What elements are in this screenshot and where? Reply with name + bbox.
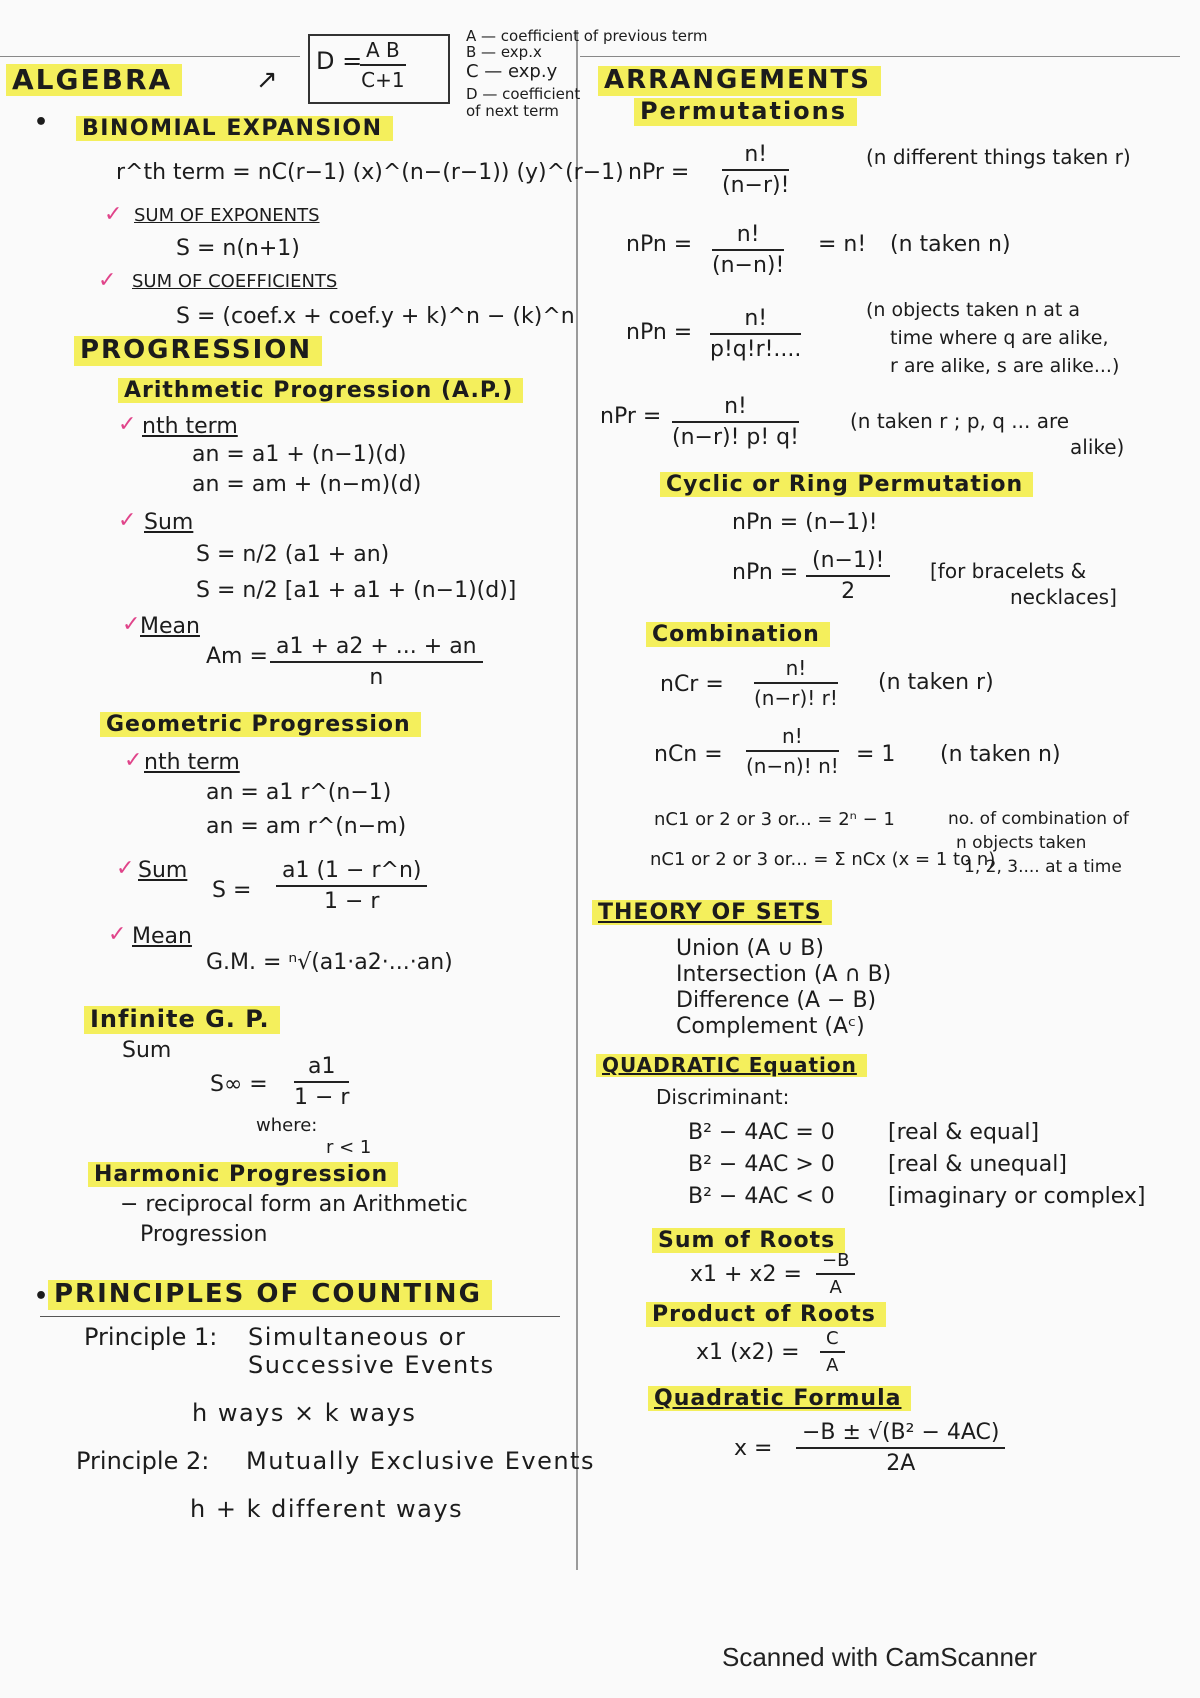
quadratic-title: QUADRATIC Equation	[596, 1054, 867, 1077]
perm-3-den: p!q!r!....	[710, 337, 802, 362]
arrangements-title: ARRANGEMENTS	[598, 66, 881, 96]
legend-line-3: C — exp.y	[466, 61, 558, 82]
perm-4-note-1: (n taken r ; p, q ... are	[850, 409, 1070, 433]
perm-2-den: (n−n)!	[712, 253, 785, 278]
cyclic-formula-2-num: (n−1)!	[806, 548, 890, 577]
check-icon: ✓	[98, 268, 117, 293]
counting-title: PRINCIPLES OF COUNTING	[48, 1280, 492, 1310]
bullet: •	[34, 110, 49, 135]
gp-nth-formula-1: an = a1 r^(n−1)	[206, 780, 392, 805]
ap-mean-title: Mean	[140, 614, 200, 639]
infinite-sum-den: 1 − r	[294, 1085, 350, 1110]
check-icon: ✓	[116, 856, 135, 881]
disc-2-note: [real & unequal]	[888, 1152, 1067, 1177]
sum-coefficients-formula: S = (coef.x + coef.y + k)^n − (k)^n	[176, 304, 575, 329]
harmonic-desc-2: Progression	[140, 1222, 268, 1247]
comb-note-2: n objects taken	[956, 833, 1087, 853]
sets-union: Union (A ∪ B)	[676, 936, 824, 961]
combination-title: Combination	[646, 622, 830, 647]
infinite-sum-lhs: S∞ =	[210, 1072, 268, 1097]
comb-2-rhs: = 1	[856, 742, 896, 767]
infinite-sum-num: a1	[294, 1054, 349, 1083]
perm-1-frac	[722, 142, 789, 198]
principle-1-label: Principle 1:	[84, 1323, 218, 1351]
gp-mean-formula: G.M. = ⁿ√(a1·a2·...·an)	[206, 950, 453, 975]
disc-1-note: [real & equal]	[888, 1120, 1040, 1145]
infinite-sum-frac	[294, 1054, 349, 1110]
quadratic-formula-title: Quadratic Formula	[648, 1386, 911, 1411]
rth-term-formula: r^th term = nC(r−1) (x)^(n−(r−1)) (y)^(r−1)	[116, 160, 624, 185]
principle-2-label: Principle 2:	[76, 1447, 210, 1475]
ap-nth-title: nth term	[142, 414, 238, 439]
check-icon: ✓	[108, 922, 127, 947]
gp-sum-lhs: S =	[212, 878, 252, 903]
comb-note-3: 1, 2, 3.... at a time	[964, 857, 1122, 877]
cyclic-note-2: necklaces]	[1010, 585, 1117, 609]
product-roots-frac	[820, 1328, 845, 1376]
comb-1-num: n!	[754, 656, 838, 684]
comb-2-lhs: nCn =	[654, 742, 723, 767]
perm-4-frac	[672, 394, 799, 450]
scanner-watermark: Scanned with CamScanner	[722, 1642, 1038, 1672]
comb-2-note: (n taken n)	[940, 742, 1061, 767]
perm-2-rhs: = n!	[818, 232, 867, 257]
perm-1-lhs: nPr =	[628, 160, 690, 185]
quadratic-formula-num: −B ± √(B² − 4AC)	[796, 1420, 1005, 1449]
check-icon: ✓	[104, 202, 123, 227]
ap-sum-formula-2: S = n/2 [a1 + a1 + (n−1)(d)]	[196, 578, 517, 603]
sets-title: THEORY OF SETS	[592, 900, 832, 925]
cyclic-formula-2-lhs: nPn =	[732, 560, 799, 585]
gp-sum-num: a1 (1 − r^n)	[276, 858, 427, 887]
infinite-gp-title: Infinite G. P.	[84, 1006, 280, 1034]
sum-roots-num: −B	[816, 1250, 855, 1275]
perm-1-den: (n−r)!	[722, 173, 790, 198]
perm-3-frac	[710, 306, 801, 362]
check-icon: ✓	[122, 612, 141, 637]
ap-mean-num: a1 + a2 + ... + an	[270, 634, 483, 663]
perm-3-note-1: (n objects taken n at a	[866, 299, 1081, 321]
sum-exponents-title: SUM OF EXPONENTS	[134, 205, 320, 226]
check-icon: ✓	[118, 508, 137, 533]
legend-line-1: A — coefficient of previous term	[466, 27, 708, 45]
comb-note-1: no. of combination of	[948, 809, 1129, 829]
comb-1-note: (n taken r)	[878, 670, 994, 695]
gp-sum-title: Sum	[138, 858, 188, 883]
perm-2-frac	[712, 222, 784, 278]
perm-4-note-2: alike)	[1070, 435, 1125, 459]
sum-roots-lhs: x1 + x2 =	[690, 1262, 802, 1287]
perm-1-note: (n different things taken r)	[866, 145, 1131, 169]
gp-nth-formula-2: an = am r^(n−m)	[206, 814, 407, 839]
quadratic-formula-lhs: x =	[734, 1436, 773, 1461]
principle-1-formula: h ways × k ways	[192, 1399, 417, 1427]
disc-2-expr: B² − 4AC > 0	[688, 1152, 835, 1177]
perm-3-note-2: time where q are alike,	[890, 327, 1109, 349]
binomial-title: BINOMIAL EXPANSION	[76, 116, 393, 141]
column-divider	[576, 30, 578, 1570]
perm-2-lhs: nPn =	[626, 232, 693, 257]
perm-4-lhs: nPr =	[600, 404, 662, 429]
arrow-icon: ↗	[256, 65, 278, 95]
perm-3-num: n!	[710, 306, 801, 335]
perm-2-note: (n taken n)	[890, 232, 1011, 257]
sum-roots-title: Sum of Roots	[652, 1228, 845, 1253]
top-rule	[0, 56, 300, 57]
infinite-where: where:	[256, 1115, 318, 1136]
ap-title: Arithmetic Progression (A.P.)	[118, 378, 523, 403]
legend-line-2: B — exp.x	[466, 43, 542, 61]
ap-sum-formula-1: S = n/2 (a1 + an)	[196, 542, 390, 567]
quadratic-formula-frac	[796, 1420, 1005, 1476]
quadratic-formula-den: 2A	[886, 1451, 916, 1476]
progression-title: PROGRESSION	[74, 336, 322, 366]
harmonic-desc-1: − reciprocal form an Arithmetic	[120, 1192, 468, 1217]
perm-2-num: n!	[712, 222, 784, 251]
permutations-title: Permutations	[634, 98, 857, 126]
infinite-condition: r < 1	[326, 1137, 372, 1158]
d-formula-lhs: D =	[316, 47, 363, 75]
comb-2-den: (n−n)! n!	[746, 754, 839, 778]
disc-1-expr: B² − 4AC = 0	[688, 1120, 835, 1145]
cyclic-formula-1: nPn = (n−1)!	[732, 510, 878, 535]
cyclic-title: Cyclic or Ring Permutation	[660, 472, 1033, 497]
sum-coefficients-title: SUM OF COEFFICIENTS	[132, 271, 338, 292]
ap-mean-frac	[270, 634, 483, 690]
d-formula-frac	[360, 38, 406, 92]
gp-title: Geometric Progression	[100, 712, 421, 737]
disc-3-note: [imaginary or complex]	[888, 1184, 1146, 1209]
gp-sum-frac	[276, 858, 427, 914]
perm-3-lhs: nPn =	[626, 320, 693, 345]
perm-3-note-3: r are alike, s are alike...)	[890, 355, 1120, 377]
sets-intersection: Intersection (A ∩ B)	[676, 962, 892, 987]
perm-4-num: n!	[672, 394, 799, 423]
bullet: •	[34, 1284, 49, 1309]
top-rule-right	[580, 56, 1180, 57]
cyclic-formula-2-den: 2	[841, 579, 856, 604]
gp-sum-den: 1 − r	[324, 889, 380, 914]
gp-nth-title: nth term	[144, 750, 240, 775]
algebra-title: ALGEBRA	[6, 64, 182, 96]
check-icon: ✓	[124, 748, 143, 773]
comb-4-formula: nC1 or 2 or 3 or... = Σ nCx (x = 1 to n)	[650, 849, 996, 870]
ap-nth-formula-2: an = am + (n−m)(d)	[192, 472, 422, 497]
sets-difference: Difference (A − B)	[676, 988, 877, 1013]
gp-mean-title: Mean	[132, 924, 192, 949]
d-formula-den: C+1	[361, 68, 405, 92]
sum-exponents-formula: S = n(n+1)	[176, 236, 300, 261]
ap-mean-den: n	[369, 665, 384, 690]
infinite-sum-label: Sum	[122, 1038, 172, 1063]
product-roots-title: Product of Roots	[646, 1302, 886, 1327]
comb-1-frac	[754, 656, 838, 710]
ap-sum-title: Sum	[144, 510, 194, 535]
sum-roots-frac	[816, 1250, 855, 1298]
perm-1-num: n!	[722, 142, 789, 171]
perm-4-den: (n−r)! p! q!	[672, 425, 799, 450]
principle-1-text-1: Simultaneous or	[248, 1323, 467, 1351]
cyclic-note-1: [for bracelets &	[930, 559, 1087, 583]
principle-2-formula: h + k different ways	[190, 1495, 464, 1523]
harmonic-title: Harmonic Progression	[88, 1162, 398, 1187]
disc-3-expr: B² − 4AC < 0	[688, 1184, 835, 1209]
legend-line-4: D — coefficient of next term	[466, 85, 581, 121]
discriminant-title: Discriminant:	[656, 1085, 790, 1109]
principle-1-text-2: Successive Events	[248, 1351, 495, 1379]
counting-rule	[40, 1316, 560, 1317]
sets-complement: Complement (Aᶜ)	[676, 1014, 865, 1039]
cyclic-formula-2-frac	[806, 548, 890, 604]
sum-roots-den: A	[829, 1277, 842, 1298]
principle-2-text: Mutually Exclusive Events	[246, 1447, 595, 1475]
comb-1-lhs: nCr =	[660, 672, 724, 697]
product-roots-num: C	[820, 1328, 845, 1353]
check-icon: ✓	[118, 412, 137, 437]
ap-nth-formula-1: an = a1 + (n−1)(d)	[192, 442, 407, 467]
comb-3-formula: nC1 or 2 or 3 or... = 2ⁿ − 1	[654, 809, 895, 830]
product-roots-lhs: x1 (x2) =	[696, 1340, 800, 1365]
ap-mean-lhs: Am =	[206, 644, 268, 669]
product-roots-den: A	[826, 1355, 839, 1376]
comb-2-frac	[746, 724, 839, 778]
d-formula-num: A B	[360, 38, 406, 66]
comb-2-num: n!	[746, 724, 839, 752]
comb-1-den: (n−r)! r!	[754, 686, 838, 710]
